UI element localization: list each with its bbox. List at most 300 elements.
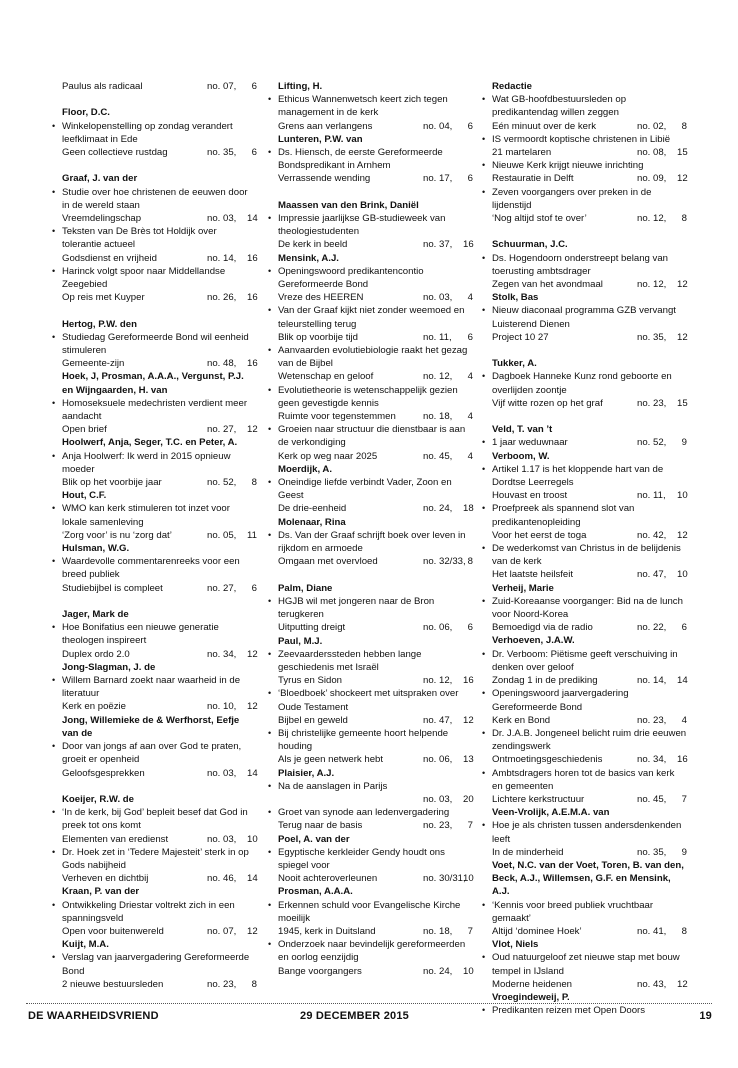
article-title: 21 martelaren xyxy=(492,147,552,159)
article-reference xyxy=(52,978,257,991)
footer-divider xyxy=(26,1003,712,1004)
article-headline: • Anja Hoolwerf: Ik werd in 2015 opnieuw moeder xyxy=(52,450,257,476)
article-headline: • Zuid-Koreaanse voorganger: Bid na de lunch voor Noord-Korea xyxy=(482,595,687,621)
article-reference xyxy=(52,700,257,713)
issue-number: no. 07, xyxy=(207,925,237,937)
issue-number: no. 11, xyxy=(637,490,666,502)
issue-number: no. 08, xyxy=(637,147,667,159)
article-headline: • Openingswoord predikantencontio Gereformeerde Bond xyxy=(268,265,473,291)
author-name: Maassen van den Brink, Daniël xyxy=(278,199,419,211)
article-headline: • Studie over hoe christenen de eeuwen door in de wereld staan xyxy=(52,186,257,212)
article-headline: • Ds. Hogendoorn onderstreept belang van toerusting ambtsdrager xyxy=(482,252,687,278)
issue-number: no. 07, xyxy=(207,81,237,92)
issue-date: 29 DECEMBER 2015 xyxy=(300,1010,409,1022)
article-title: De kerk in beeld xyxy=(278,239,348,251)
author-name: Veld, T. van ’t xyxy=(492,424,553,436)
article-title: Bijbel en geweld xyxy=(278,714,348,726)
article-title: Restauratie in Delft xyxy=(492,173,574,185)
author-name: Koeijer, R.W. de xyxy=(62,793,134,805)
article-reference xyxy=(52,146,257,159)
issue-number: no. 35, xyxy=(637,846,667,858)
article-title: Voor het eerst de toga xyxy=(492,529,587,541)
page-reference: 4 xyxy=(467,411,473,423)
page-reference: 12 xyxy=(247,648,258,660)
issue-number: no. 23, xyxy=(637,397,667,409)
page-reference: 13 xyxy=(463,754,474,766)
article-title: Houvast en troost xyxy=(492,490,568,502)
article-reference xyxy=(268,555,473,568)
page-reference: 8 xyxy=(251,477,257,489)
article-headline: • Studiedag Gereformeerde Bond wil eenheid stimuleren xyxy=(52,331,257,357)
article-title: Geloofsgesprekken xyxy=(62,767,145,779)
article-headline: • Egyptische kerkleider Gendy houdt ons spiegel voor xyxy=(268,846,473,872)
page-reference: 16 xyxy=(677,754,688,766)
article-reference xyxy=(482,925,687,938)
article-reference xyxy=(52,252,257,265)
article-headline: • WMO kan kerk stimuleren tot inzet voor lokale samenleving xyxy=(52,502,257,528)
article-title: Vreze des HEEREN xyxy=(278,292,364,304)
article-headline: • Zeven voorgangers over preken in de lijdenstijd xyxy=(482,186,687,212)
issue-number: no. 14, xyxy=(207,252,237,264)
author-name: Hulsman, W.G. xyxy=(62,543,130,555)
author-name: Kraan, P. van der xyxy=(62,886,140,898)
article-headline: • Erkennen schuld voor Evangelische Kirche moeilijk xyxy=(268,899,473,925)
author-name: Hertog, P.W. den xyxy=(62,318,137,330)
page-reference: 4 xyxy=(681,714,687,726)
issue-number: no. 22, xyxy=(637,622,667,634)
article-headline: • ‘Bloedboek’ shockeert met uitspraken over Oude Testament xyxy=(268,687,473,713)
article-reference xyxy=(482,436,687,449)
article-reference xyxy=(268,291,473,304)
issue-number: no. 12, xyxy=(637,279,667,291)
article-headline: • Dr. Hoek zet in ‘Tedere Majesteit’ sterk in op Gods nabijheid xyxy=(52,846,257,872)
issue-number: no. 18, xyxy=(423,411,453,423)
page-reference: 7 xyxy=(467,925,473,937)
article-headline: • Hoe je als christen tussen andersdenkenden leeft xyxy=(482,819,687,845)
page-reference: 4 xyxy=(467,450,473,462)
article-headline: • Artikel 1.17 is het kloppende hart van de Dordtse Leerregels xyxy=(482,463,687,489)
page-reference: 16 xyxy=(247,292,258,304)
article-headline: • Willem Barnard zoekt naar waarheid in de literatuur xyxy=(52,674,257,700)
article-reference xyxy=(52,212,257,225)
page-reference: 16 xyxy=(463,239,474,251)
issue-number: no. 14, xyxy=(637,675,667,687)
issue-number: no. 34, xyxy=(637,754,667,766)
article-headline: • Dr. Verboom: Piëtisme geeft verschuiving in denken over geloof xyxy=(482,648,687,674)
issue-number: no. 32/33, xyxy=(423,556,466,568)
article-headline: • Evolutietheorie is wetenschappelijk gezien geen gevestigde kennis xyxy=(268,384,473,410)
issue-number: no. 23, xyxy=(423,820,453,832)
page-reference: 14 xyxy=(677,675,688,687)
issue-number: no. 09, xyxy=(637,173,667,185)
article-headline: • Dr. J.A.B. Jongeneel belicht ruim drie eeuwen zendingswerk xyxy=(482,727,687,753)
page-reference: 12 xyxy=(677,529,688,541)
page-reference: 16 xyxy=(247,252,258,264)
article-title: Verheven en dichtbij xyxy=(62,873,149,885)
article-reference xyxy=(268,502,473,515)
article-title: Verrassende wending xyxy=(278,173,371,185)
article-title: Vreemdelingschap xyxy=(62,213,142,224)
issue-number: no. 47, xyxy=(423,714,453,726)
article-headline: • Na de aanslagen in Parijs xyxy=(268,780,473,793)
article-headline: • ‘Kennis voor breed publiek vruchtbaar gemaakt’ xyxy=(482,899,687,925)
article-headline: • Nieuwe Kerk krijgt nieuwe inrichting xyxy=(482,159,687,172)
page-reference: 11 xyxy=(247,529,257,541)
article-reference xyxy=(482,212,687,225)
article-title: Duplex ordo 2.0 xyxy=(62,648,130,660)
author-name: Verheij, Marie xyxy=(492,582,554,594)
page-reference: 6 xyxy=(467,331,473,343)
page-reference: 8 xyxy=(467,556,473,568)
page-reference: 10 xyxy=(677,569,688,581)
page-reference: 6 xyxy=(467,120,473,132)
article-title: Zondag 1 in de prediking xyxy=(492,675,598,687)
issue-number: no. 12, xyxy=(423,371,453,383)
article-reference xyxy=(52,833,257,846)
article-reference xyxy=(268,370,473,383)
page-reference: 12 xyxy=(247,925,258,937)
article-headline: • Ontwikkeling Driestar voltrekt zich in een spanningsveld xyxy=(52,899,257,925)
article-title: Lichtere kerkstructuur xyxy=(492,793,585,805)
page-reference: 14 xyxy=(247,873,258,885)
article-reference xyxy=(52,582,257,595)
page-reference: 9 xyxy=(681,437,687,449)
author-name: Schuurman, J.C. xyxy=(492,239,568,251)
author-name: Mensink, A.J. xyxy=(278,252,339,264)
author-name: Molenaar, Rina xyxy=(278,516,346,528)
article-title: Ruimte voor tegenstemmen xyxy=(278,411,396,423)
article-reference xyxy=(482,568,687,581)
article-title: Gemeente-zijn xyxy=(62,358,125,370)
page-reference: 12 xyxy=(247,701,258,713)
author-name: Vroegindeweij, P. xyxy=(492,991,570,1003)
page-reference: 10 xyxy=(677,490,688,502)
article-reference xyxy=(482,529,687,542)
issue-number: no. 35, xyxy=(637,331,667,343)
article-reference xyxy=(268,872,473,885)
article-title: Blik op voorbije tijd xyxy=(278,331,358,343)
author-name: Palm, Diane xyxy=(278,582,333,594)
page-number: 19 xyxy=(699,1010,712,1022)
article-title: Kerk op weg naar 2025 xyxy=(278,450,378,462)
publication-name: DE WAARHEIDSVRIEND xyxy=(28,1010,159,1022)
article-headline: • Hoe Bonifatius een nieuwe generatie theologen inspireert xyxy=(52,621,257,647)
article-reference xyxy=(482,793,687,806)
issue-number: no. 03, xyxy=(207,833,237,845)
article-headline: • Oud natuurgeloof zet nieuwe stap met bouw tempel in IJsland xyxy=(482,951,687,977)
page-reference: 6 xyxy=(251,147,257,158)
article-title: Moderne heidenen xyxy=(492,978,573,990)
article-title: In de minderheid xyxy=(492,846,564,858)
issue-number: no. 03, xyxy=(423,793,453,805)
index-column-2 xyxy=(268,80,473,978)
page-reference: 18 xyxy=(463,503,474,515)
index-column-1 xyxy=(52,80,257,991)
article-reference xyxy=(268,450,473,463)
issue-number: no. 41, xyxy=(637,925,667,937)
page-reference: 10 xyxy=(463,873,474,885)
article-title: Bange voorgangers xyxy=(278,965,362,977)
author-name: Tukker, A. xyxy=(492,358,537,370)
article-title: Geen collectieve rustdag xyxy=(62,147,168,158)
article-title: Bemoedigd via de radio xyxy=(492,622,593,634)
article-reference xyxy=(482,489,687,502)
author-name: Lunteren, P.W. van xyxy=(278,133,363,145)
author-name: Moerdijk, A. xyxy=(278,463,333,475)
article-headline: • Ds. Hiensch, de eerste Gereformeerde Bondspredikant in Arnhem xyxy=(268,146,473,172)
page-reference: 12 xyxy=(677,173,688,185)
article-headline: • Teksten van De Brès tot Holdijk over tolerantie actueel xyxy=(52,225,257,251)
author-name: Veen-Vrolijk, A.E.M.A. van xyxy=(492,807,610,819)
article-reference xyxy=(482,753,687,766)
author-name: Voet, N.C. van der Voet, Toren, B. van den, Beck, A.J., Willemsen, G.F. en Mensink, A.J. xyxy=(492,859,684,898)
article-reference xyxy=(268,674,473,687)
issue-number: no. 06, xyxy=(423,622,453,634)
article-reference xyxy=(52,648,257,661)
article-headline: • Door van jongs af aan over God te praten, groeit er openheid xyxy=(52,740,257,766)
index-column-3 xyxy=(482,80,687,1017)
issue-number: no. 03, xyxy=(423,292,453,304)
author-name: Floor, D.C. xyxy=(62,107,110,119)
article-reference xyxy=(268,331,473,344)
issue-number: no. 04, xyxy=(423,120,453,132)
article-headline: • Predikanten reizen met Open Doors xyxy=(482,1004,687,1017)
article-headline: • Proefpreek als spannend slot van predikantenopleiding xyxy=(482,502,687,528)
article-reference xyxy=(268,238,473,251)
page-reference: 12 xyxy=(463,714,474,726)
issue-number: no. 34, xyxy=(207,648,237,660)
article-title: Paulus als radicaal xyxy=(62,81,143,92)
article-title: Zegen van het avondmaal xyxy=(492,279,603,291)
article-title: • 1 jaar weduwnaar xyxy=(492,437,568,449)
article-title: Wetenschap en geloof xyxy=(278,371,374,383)
issue-number: no. 46, xyxy=(207,873,237,885)
article-reference xyxy=(52,925,257,938)
issue-number: no. 45, xyxy=(637,793,667,805)
article-headline: • Ambtsdragers horen tot de basics van kerk en gemeenten xyxy=(482,767,687,793)
article-reference xyxy=(268,819,473,832)
article-reference xyxy=(52,476,257,489)
article-reference xyxy=(52,357,257,370)
article-reference xyxy=(268,172,473,185)
page-reference: 6 xyxy=(467,173,473,185)
article-headline: • Winkelopenstelling op zondag verandert leefklimaat in Ede xyxy=(52,120,257,146)
issue-number: no. 26, xyxy=(207,292,237,304)
page-reference: 20 xyxy=(463,793,474,805)
issue-number: no. 10, xyxy=(207,701,237,713)
author-name: Verhoeven, J.A.W. xyxy=(492,635,575,647)
author-name: Lifting, H. xyxy=(278,81,323,92)
page-reference: 16 xyxy=(247,358,258,370)
article-headline: • Verslag van jaarvergadering Gereformeerde Bond xyxy=(52,951,257,977)
author-name: Vlot, Niels xyxy=(492,939,539,951)
page-reference: 4 xyxy=(467,292,473,304)
article-reference xyxy=(482,621,687,634)
page-reference: 14 xyxy=(247,213,258,224)
article-headline: • Ethicus Wannenwetsch keert zich tegen management in de kerk xyxy=(268,93,473,119)
article-reference xyxy=(52,80,257,93)
article-title: Eén minuut over de kerk xyxy=(492,120,596,132)
author-name: Graaf, J. van der xyxy=(62,173,138,185)
page-reference: 7 xyxy=(681,793,687,805)
article-headline: • Zeevaarderssteden hebben lange geschiedenis met Israël xyxy=(268,648,473,674)
page-reference: 10 xyxy=(463,965,474,977)
article-title: Project 10 27 xyxy=(492,331,549,343)
issue-number: no. 45, xyxy=(423,450,453,462)
page-reference: 6 xyxy=(251,582,257,594)
article-reference xyxy=(268,714,473,727)
page-reference: 9 xyxy=(681,846,687,858)
page-reference: 14 xyxy=(247,767,258,779)
issue-number: no. 35, xyxy=(207,147,237,158)
article-headline: • Aanvaarden evolutiebiologie raakt het gezag van de Bijbel xyxy=(268,344,473,370)
article-headline: • Homoseksuele medechristen verdient meer aandacht xyxy=(52,397,257,423)
page-reference: 16 xyxy=(463,675,474,687)
issue-number: no. 03, xyxy=(207,213,237,224)
article-reference xyxy=(268,793,473,806)
article-headline: • Impressie jaarlijkse GB-studieweek van theologiestudenten xyxy=(268,212,473,238)
article-title: Grens aan verlangens xyxy=(278,120,373,132)
article-title: Ontmoetingsgeschiedenis xyxy=(492,754,603,766)
issue-number: no. 11, xyxy=(423,331,452,343)
issue-number: no. 24, xyxy=(423,965,453,977)
issue-number: no. 12, xyxy=(423,675,453,687)
issue-number: no. 27, xyxy=(207,582,237,594)
article-headline: • Dagboek Hanneke Kunz rond geboorte en overlijden zoontje xyxy=(482,370,687,396)
page-reference: 6 xyxy=(467,622,473,634)
page-reference: 7 xyxy=(467,820,473,832)
article-title: Godsdienst en vrijheid xyxy=(62,252,157,264)
article-headline: • Onderzoek naar bevindelijk gereformeerden en oorlog eenzijdig xyxy=(268,938,473,964)
author-name: Prosman, A.A.A. xyxy=(278,886,353,898)
article-headline: • De wederkomst van Christus in de belijdenis van de kerk xyxy=(482,542,687,568)
article-title: Omgaan met overvloed xyxy=(278,556,378,568)
article-headline: • Bij christelijke gemeente hoort helpende houding xyxy=(268,727,473,753)
issue-number: no. 27, xyxy=(207,424,237,436)
issue-number: no. 30/31, xyxy=(423,873,466,885)
article-headline: • Waardevolle commentarenreeks voor een breed publiek xyxy=(52,555,257,581)
article-reference xyxy=(52,872,257,885)
article-title: Studiebijbel is compleet xyxy=(62,582,163,594)
issue-number: no. 42, xyxy=(637,529,667,541)
author-name: Jong, Willemieke de & Werfhorst, Eefje van de xyxy=(62,714,240,739)
page-reference: 12 xyxy=(247,424,258,436)
article-reference xyxy=(52,767,257,780)
article-headline: • HGJB wil met jongeren naar de Bron terugkeren xyxy=(268,595,473,621)
page-reference: 15 xyxy=(677,147,688,159)
issue-number: no. 05, xyxy=(207,529,237,541)
article-headline: • IS vermoordt koptische christenen in Libië xyxy=(482,133,687,146)
article-headline: • Van der Graaf kijkt niet zonder weemoed en teleurstelling terug xyxy=(268,304,473,330)
page-reference: 8 xyxy=(681,213,687,225)
issue-number: no. 12, xyxy=(637,213,667,225)
article-reference xyxy=(482,120,687,133)
article-reference xyxy=(482,172,687,185)
article-headline: • Openingswoord jaarvergadering Gereformeerde Bond xyxy=(482,687,687,713)
article-reference xyxy=(52,291,257,304)
issue-number: no. 03, xyxy=(207,767,237,779)
article-title: Nooit achteroverleunen xyxy=(278,873,378,885)
issue-number: no. 06, xyxy=(423,754,453,766)
article-reference xyxy=(52,423,257,436)
issue-number: no. 17, xyxy=(423,173,453,185)
article-reference xyxy=(268,965,473,978)
article-headline: • Harinck volgt spoor naar Middellandse Zeegebied xyxy=(52,265,257,291)
page-reference: 15 xyxy=(677,397,688,409)
author-name: Hout, C.F. xyxy=(62,490,107,502)
issue-number: no. 48, xyxy=(207,358,237,370)
issue-number: no. 23, xyxy=(207,978,237,990)
article-reference xyxy=(268,925,473,938)
author-name: Hoolwerf, Anja, Seger, T.C. en Peter, A. xyxy=(62,437,238,449)
article-reference xyxy=(482,714,687,727)
issue-number: no. 18, xyxy=(423,925,453,937)
issue-number: no. 47, xyxy=(637,569,667,581)
article-title: Blik op het voorbije jaar xyxy=(62,477,162,489)
author-name: Paul, M.J. xyxy=(278,635,323,647)
article-title: Elementen van eredienst xyxy=(62,833,169,845)
author-name: Jong-Slagman, J. de xyxy=(62,661,156,673)
article-reference xyxy=(482,846,687,859)
article-title: Kerk en Bond xyxy=(492,714,551,726)
page-reference: 6 xyxy=(251,81,257,92)
issue-number: no. 43, xyxy=(637,978,667,990)
article-reference xyxy=(482,978,687,991)
article-reference xyxy=(482,146,687,159)
article-reference xyxy=(52,529,257,542)
article-reference xyxy=(482,397,687,410)
page-reference: 8 xyxy=(681,925,687,937)
article-title: ‘Zorg voor’ is nu ‘zorg dat’ xyxy=(62,529,172,541)
author-name: Stolk, Bas xyxy=(492,292,539,304)
issue-number: no. 37, xyxy=(423,239,453,251)
article-reference xyxy=(268,753,473,766)
article-reference xyxy=(482,278,687,291)
article-headline: • Ds. Van der Graaf schrijft boek over leven in rijkdom en armoede xyxy=(268,529,473,555)
article-title: Kerk en poëzie xyxy=(62,701,126,713)
author-name: Hoek, J, Prosman, A.A.A., Vergunst, P.J. en Wijngaarden, H. van xyxy=(62,371,244,396)
article-headline: • Oneindige liefde verbindt Vader, Zoon en Geest xyxy=(268,476,473,502)
article-reference xyxy=(482,331,687,344)
article-headline: • Nieuw diaconaal programma GZB vervangt Luisterend Dienen xyxy=(482,304,687,330)
article-title: Uitputting dreigt xyxy=(278,622,346,634)
page-reference: 4 xyxy=(467,371,473,383)
issue-number: no. 52, xyxy=(637,437,667,449)
article-title xyxy=(278,793,423,806)
article-headline: • Wat GB-hoofdbestuursleden op predikantendag willen zeggen xyxy=(482,93,687,119)
page-reference: 8 xyxy=(251,978,257,990)
page-reference: 10 xyxy=(247,833,258,845)
page-reference: 12 xyxy=(677,331,688,343)
article-title: ‘Nog altijd stof te over’ xyxy=(492,213,587,225)
article-title: 1945, kerk in Duitsland xyxy=(278,925,376,937)
author-name: Verboom, W. xyxy=(492,450,550,462)
article-title: Het laatste heilsfeit xyxy=(492,569,574,581)
article-title: Op reis met Kuyper xyxy=(62,292,145,304)
article-headline: • Groeien naar structuur die dienstbaar is aan de verkondiging xyxy=(268,423,473,449)
issue-number: no. 02, xyxy=(637,120,667,132)
article-title: Terug naar de basis xyxy=(278,820,363,832)
article-title: Open voor buitenwereld xyxy=(62,925,164,937)
article-title: Tyrus en Sidon xyxy=(278,675,342,687)
article-title: Altijd ‘dominee Hoek’ xyxy=(492,925,582,937)
article-reference xyxy=(482,674,687,687)
page-reference: 12 xyxy=(677,978,688,990)
article-title: De drie-eenheid xyxy=(278,503,347,515)
issue-number: no. 52, xyxy=(207,477,237,489)
author-name: Redactie xyxy=(492,81,532,92)
page-reference: 8 xyxy=(681,120,687,132)
